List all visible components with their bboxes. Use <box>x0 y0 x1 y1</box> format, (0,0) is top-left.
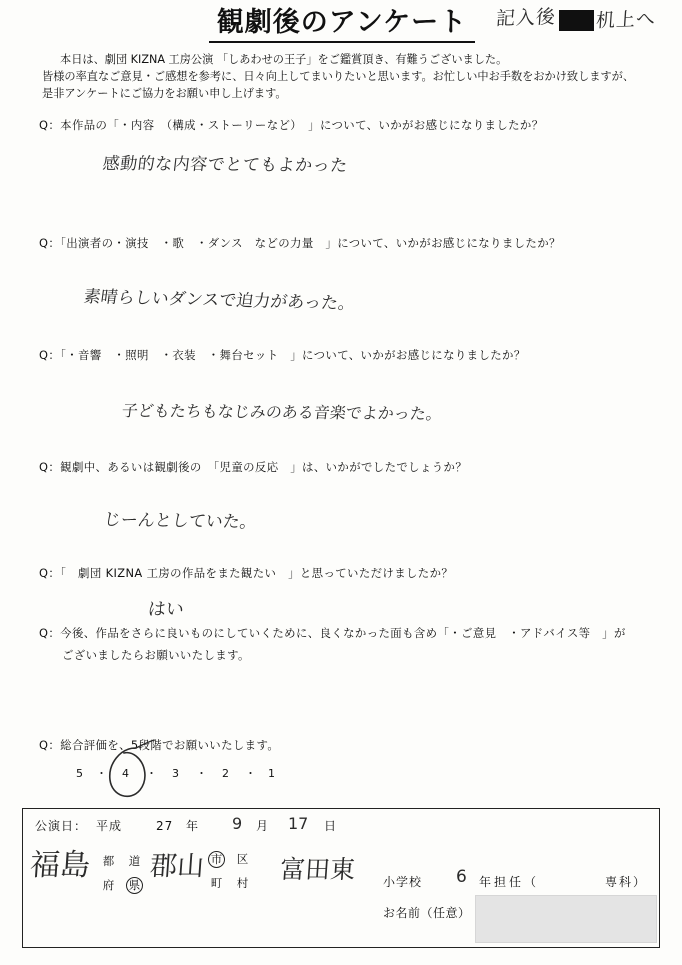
suffix-machi: 町 <box>210 876 223 890</box>
intro-line-3: 是非アンケートにご協力をお願い申し上げます。 <box>42 87 287 100</box>
school-name-value: 富田東 <box>279 855 357 884</box>
month-unit: 月 <box>256 819 270 833</box>
performance-date-label: 公演日： <box>35 819 88 833</box>
answer-children-reaction: じーんとしていた。 <box>102 510 258 533</box>
suffix-fu: 府 <box>102 878 115 892</box>
grade-value: 6 <box>456 867 467 887</box>
name-redaction <box>475 895 657 943</box>
era-label: 平成 <box>96 819 123 833</box>
question-stage-production: Q：「・音響 ・照明 ・衣装 ・舞台セット 」について、いかがお感じになりましたか？ <box>39 348 526 362</box>
answer-stage-production: 子どもたちもなじみのある音楽でよかった。 <box>120 401 443 424</box>
rating-separator: ・ <box>146 767 157 780</box>
question-advice-line-2: ございましたらお願いいたします。 <box>62 648 250 662</box>
rating-separator: ・ <box>96 767 107 780</box>
intro-line-1: 本日は、劇団 KIZNA 工房公演 「しあわせの王子」をご鑑賞頂き、有難うございました。 <box>60 53 508 66</box>
suffix-ken: 県 <box>126 877 143 894</box>
prefecture-value: 福島 <box>28 848 92 883</box>
month-value: 9 <box>232 814 243 833</box>
suffix-mura: 村 <box>236 876 249 890</box>
rating-separator: ・ <box>196 767 207 780</box>
rating-selection-circle <box>100 738 156 804</box>
question-children-reaction: Q：観劇中、あるいは観劇後の 「児童の反応 」は、いかがでしたでしょうか？ <box>39 460 468 474</box>
rating-option-2: 2 <box>222 767 229 780</box>
answer-content: 感動的な内容でとてもよかった <box>101 154 349 177</box>
year-unit: 年 <box>186 819 200 833</box>
year-value: 27 <box>156 819 174 833</box>
rating-option-5: 5 <box>76 767 83 780</box>
rating-option-4: 4 <box>122 767 129 780</box>
name-label: お名前（任意） <box>383 906 471 920</box>
subject-teacher-label: 専科） <box>605 875 648 889</box>
answer-performers: 素晴らしいダンスで迫力があった。 <box>82 287 357 315</box>
city-value: 郡山 <box>148 851 206 882</box>
day-unit: 日 <box>324 819 338 833</box>
redaction-block <box>559 10 594 31</box>
city-suffix-options <box>208 851 260 899</box>
answer-watch-again: はい <box>146 599 185 620</box>
suffix-to: 都 <box>102 854 115 868</box>
question-watch-again: Q：「 劇団 KIZNA 工房の作品をまた観たい 」と思っていただけましたか？ <box>39 566 454 580</box>
question-advice-line-1: Q：今後、作品をさらに良いものにしていくために、良くなかった面も含め「・ご意見 ・アドバイス等 」が <box>39 626 626 640</box>
handwritten-note-prefix: 記入後 <box>495 5 557 31</box>
grade-teacher-label: 年担任（ <box>479 875 540 889</box>
question-performers: Q：「出演者の・演技 ・歌 ・ダンス などの力量 」について、いかがお感じになりましたか？ <box>39 236 561 250</box>
suffix-shi: 市 <box>208 851 225 868</box>
suffix-ku: 区 <box>236 852 249 866</box>
school-type-label: 小学校 <box>383 875 423 889</box>
day-value: 17 <box>288 814 309 833</box>
rating-option-1: 1 <box>268 767 275 780</box>
survey-title: 観劇後のアンケート <box>209 6 475 43</box>
prefecture-suffix-options <box>100 853 152 901</box>
handwritten-note-suffix: 机上へ <box>595 7 657 33</box>
intro-line-2: 皆様の率直なご意見・ご感想を参考に、日々向上してまいりたいと思います。お忙しい中お手数をおかけ致しますが、 <box>42 70 635 83</box>
rating-separator: ・ <box>245 767 256 780</box>
question-overall-rating: Q：総合評価を、5段階でお願いいたします。 <box>39 738 280 752</box>
suffix-do: 道 <box>128 854 141 868</box>
question-content: Q：本作品の「・内容 （構成・ストーリーなど） 」について、いかがお感じになりましたか？ <box>39 118 544 132</box>
rating-option-3: 3 <box>172 767 179 780</box>
